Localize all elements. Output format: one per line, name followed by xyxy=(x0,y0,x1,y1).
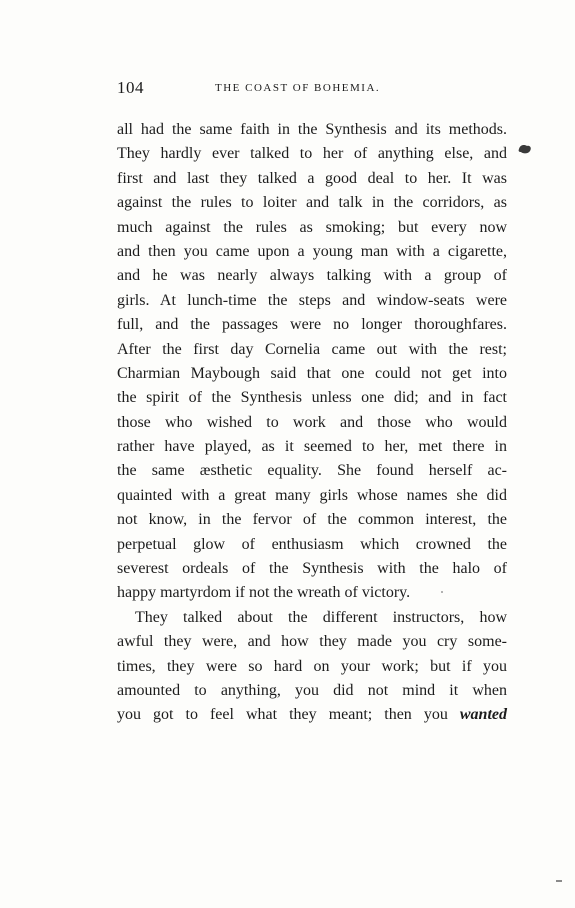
page-number: 104 xyxy=(117,78,144,97)
text-line: those who wished to work and those who would xyxy=(117,413,507,431)
text-line: rather have played, as it seemed to her, met there in xyxy=(117,438,507,456)
text-line: and then you came upon a young man with a cigarette, xyxy=(117,242,507,260)
ink-blot-mark xyxy=(518,144,532,154)
text-line: awful they were, and how they made you cry some- xyxy=(117,633,507,651)
text-line: After the first day Cornelia came out with the rest; xyxy=(117,340,507,358)
text-line: quainted with a great many girls whose names she did xyxy=(117,486,507,504)
body-text xyxy=(117,118,507,728)
text-line: times, they were so hard on your work; but if you xyxy=(117,657,507,675)
paragraph-start-line: They talked about the different instructors, how xyxy=(135,608,507,626)
running-title: THE COAST OF BOHEMIA. xyxy=(215,82,381,94)
running-head xyxy=(117,78,507,100)
text-line: much against the rules as smoking; but every now xyxy=(117,218,507,236)
corner-mark xyxy=(556,880,562,882)
text-line: first and last they talked a good deal to her. It was xyxy=(117,169,507,187)
text-line: perpetual glow of enthusiasm which crowned the xyxy=(117,535,507,553)
text-line: the same æsthetic equality. She found herself ac- xyxy=(117,462,507,480)
text-line: against the rules to loiter and talk in the corridors, as xyxy=(117,194,507,212)
text-line: and he was nearly always talking with a group of xyxy=(117,267,507,285)
emphasized-word: wanted xyxy=(459,706,507,724)
final-line-text: you got to feel what they meant; then you xyxy=(117,706,448,724)
text-line: amounted to anything, you did not mind it when xyxy=(117,681,507,699)
text-line: Charmian Maybough said that one could not get into xyxy=(117,364,507,382)
text-line: all had the same faith in the Synthesis and its methods. xyxy=(117,121,507,138)
text-line: full, and the passages were no longer thoroughfares. xyxy=(117,316,507,334)
text-line: severest ordeals of the Synthesis with the halo of xyxy=(117,560,507,578)
text-line: not know, in the fervor of the common interest, the xyxy=(117,511,507,529)
paragraph-end-line: happy martyrdom if not the wreath of victory. xyxy=(117,584,411,602)
text-line: the spirit of the Synthesis unless one did; and in fact xyxy=(117,389,507,407)
final-line xyxy=(117,703,507,727)
text-line: They hardly ever talked to her of anything else, and xyxy=(117,145,507,163)
text-line: girls. At lunch-time the steps and window-seats were xyxy=(117,291,507,309)
paper-speck xyxy=(440,590,444,594)
